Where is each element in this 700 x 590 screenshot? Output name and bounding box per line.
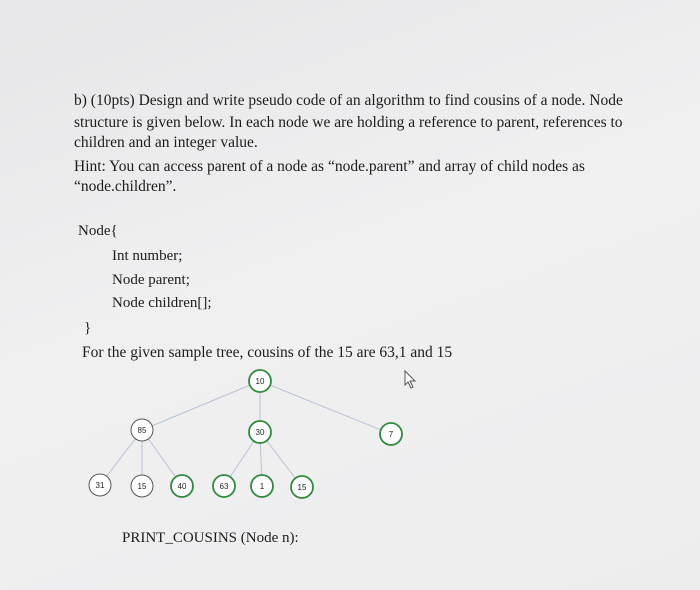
tree-node-label: 63 (219, 482, 229, 491)
tree-edge-n10-n85 (142, 381, 260, 430)
question-line-2: structure is given below. In each node we are holding a reference to parent, references to (74, 114, 623, 131)
tree-node-label: 40 (177, 482, 187, 491)
tree-node-n15b (291, 476, 313, 498)
function-signature: PRINT_COUSINS (Node n): (122, 530, 299, 546)
hint-line-1: Hint: You can access parent of a node as “node.parent” and array of child nodes as (74, 158, 585, 175)
code-open: Node{ (78, 223, 118, 239)
tree-node-label: 15 (297, 483, 307, 492)
tree-node-label: 1 (259, 482, 265, 491)
code-field-children: Node children[]; (112, 295, 212, 311)
tree-node-n1 (251, 475, 273, 497)
code-field-number: Int number; (112, 248, 183, 264)
tree-edge-n10-n7 (260, 381, 391, 434)
tree-node-label: 30 (255, 428, 265, 437)
tree-node-n15a (131, 475, 153, 497)
tree-node-label: 10 (255, 377, 265, 386)
tree-nodes (89, 370, 402, 498)
sample-tree-text: For the given sample tree, cousins of the 15 are 63,1 and 15 (82, 344, 453, 361)
tree-node-n63 (213, 475, 235, 497)
tree-node-n31 (89, 474, 111, 496)
tree-node-label: 85 (137, 426, 147, 435)
question-line-1: b) (10pts) Design and write pseudo code of an algorithm to find cousins of a node. Node (74, 92, 623, 109)
tree-node-n40 (171, 475, 193, 497)
code-close: } (84, 320, 92, 336)
tree-node-n30 (249, 421, 271, 443)
tree-node-label: 7 (388, 430, 394, 439)
hint-line-2: “node.children”. (74, 178, 177, 195)
tree-node-label: 15 (137, 482, 147, 491)
tree-node-n85 (131, 419, 153, 441)
question-line-3: children and an integer value. (74, 134, 258, 151)
mouse-cursor-icon (405, 371, 415, 388)
tree-node-n10 (249, 370, 271, 392)
tree-node-n7 (380, 423, 402, 445)
tree-node-label: 31 (95, 481, 105, 490)
code-field-parent: Node parent; (112, 272, 190, 288)
